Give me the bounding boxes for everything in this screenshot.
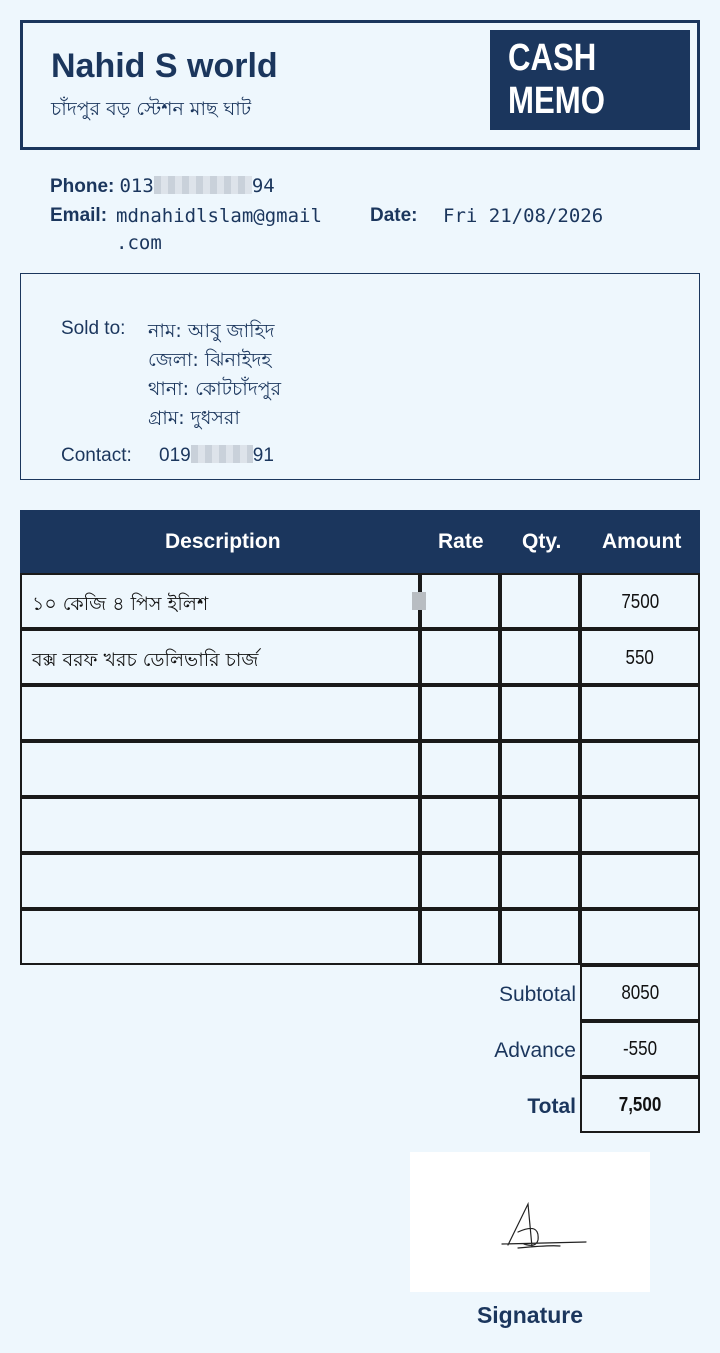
email-label: Email: <box>50 205 108 226</box>
table-cell-amount <box>580 853 700 909</box>
advance-cell <box>580 1021 700 1077</box>
sold-to-box <box>20 273 700 480</box>
contact-prefix: 019 <box>159 445 191 466</box>
table-cell-rate <box>420 685 500 741</box>
advance-value: -550 <box>622 1038 658 1060</box>
table-cell-qty <box>500 741 580 797</box>
header-rate: Rate <box>438 530 484 553</box>
items-table-header <box>20 510 700 573</box>
buyer-village: গ্রাম: দুধসরা <box>148 407 240 429</box>
date-label: Date: <box>370 205 418 226</box>
row-description: ১০ কেজি ৪ পিস ইলিশ <box>32 593 209 615</box>
signature-label: Signature <box>476 1302 584 1328</box>
date-value: Fri 21/08/2026 <box>443 205 604 227</box>
table-cell-amount <box>580 797 700 853</box>
table-cell-qty <box>500 853 580 909</box>
phone-label: Phone: <box>50 176 115 197</box>
phone-prefix: 013 <box>119 175 154 197</box>
email-line-1: mdnahidlslam@gmail <box>116 205 322 227</box>
table-cell-amount <box>580 629 700 685</box>
total-cell <box>580 1077 700 1133</box>
table-cell-qty <box>500 685 580 741</box>
table-cell-description <box>20 797 420 853</box>
table-cell-amount <box>580 741 700 797</box>
table-cell-amount <box>580 685 700 741</box>
total-value: 7,500 <box>618 1094 662 1116</box>
table-cell-description <box>20 629 420 685</box>
phone-redaction <box>154 176 252 194</box>
row-amount: 7500 <box>621 591 659 613</box>
phone-suffix: 94 <box>251 175 275 197</box>
table-cell-rate <box>420 909 500 965</box>
cash-memo-label: CASH MEMO <box>508 37 605 122</box>
buyer-name: নাম: আবু জাহিদ <box>148 320 275 342</box>
subtotal-label: Subtotal <box>498 983 576 1006</box>
row-marker <box>412 592 426 610</box>
table-cell-amount <box>580 573 700 629</box>
table-cell-qty <box>500 909 580 965</box>
table-cell-qty <box>500 629 580 685</box>
contact-row <box>61 445 274 467</box>
row-description: বক্স বরফ খরচ ডেলিভারি চার্জ <box>32 649 259 671</box>
header-description: Description <box>165 530 281 553</box>
total-label: Total <box>527 1095 576 1118</box>
table-cell-rate <box>420 741 500 797</box>
signature-drawing <box>410 1152 650 1292</box>
table-cell-description <box>20 853 420 909</box>
table-cell-rate <box>420 629 500 685</box>
table-cell-rate <box>420 573 500 629</box>
buyer-district: জেলা: ঝিনাইদহ <box>148 349 272 371</box>
contact-suffix: 91 <box>252 445 274 466</box>
sold-to-label: Sold to: <box>61 318 126 339</box>
row-amount: 550 <box>625 647 655 669</box>
table-cell-description <box>20 909 420 965</box>
memo-header <box>20 20 700 150</box>
header-amount: Amount <box>602 530 682 553</box>
table-cell-description <box>20 573 420 629</box>
table-cell-description <box>20 741 420 797</box>
table-cell-description <box>20 685 420 741</box>
phone-row <box>50 175 275 198</box>
table-cell-rate <box>420 797 500 853</box>
email-line-2: .com <box>116 232 162 254</box>
contact-redaction <box>191 445 253 463</box>
table-cell-rate <box>420 853 500 909</box>
subtotal-value: 8050 <box>621 982 659 1004</box>
shop-address: চাঁদপুর বড় স্টেশন মাছ ঘাট <box>51 98 252 120</box>
table-cell-qty <box>500 797 580 853</box>
subtotal-cell <box>580 965 700 1021</box>
cash-memo-badge <box>490 30 690 130</box>
table-cell-qty <box>500 573 580 629</box>
signature-image <box>410 1152 650 1292</box>
contact-label: Contact: <box>61 445 132 466</box>
table-cell-amount <box>580 909 700 965</box>
shop-name: Nahid S world <box>51 47 278 85</box>
advance-label: Advance <box>494 1039 576 1062</box>
buyer-thana: থানা: কোটচাঁদপুর <box>148 378 282 400</box>
header-qty: Qty. <box>522 530 562 553</box>
